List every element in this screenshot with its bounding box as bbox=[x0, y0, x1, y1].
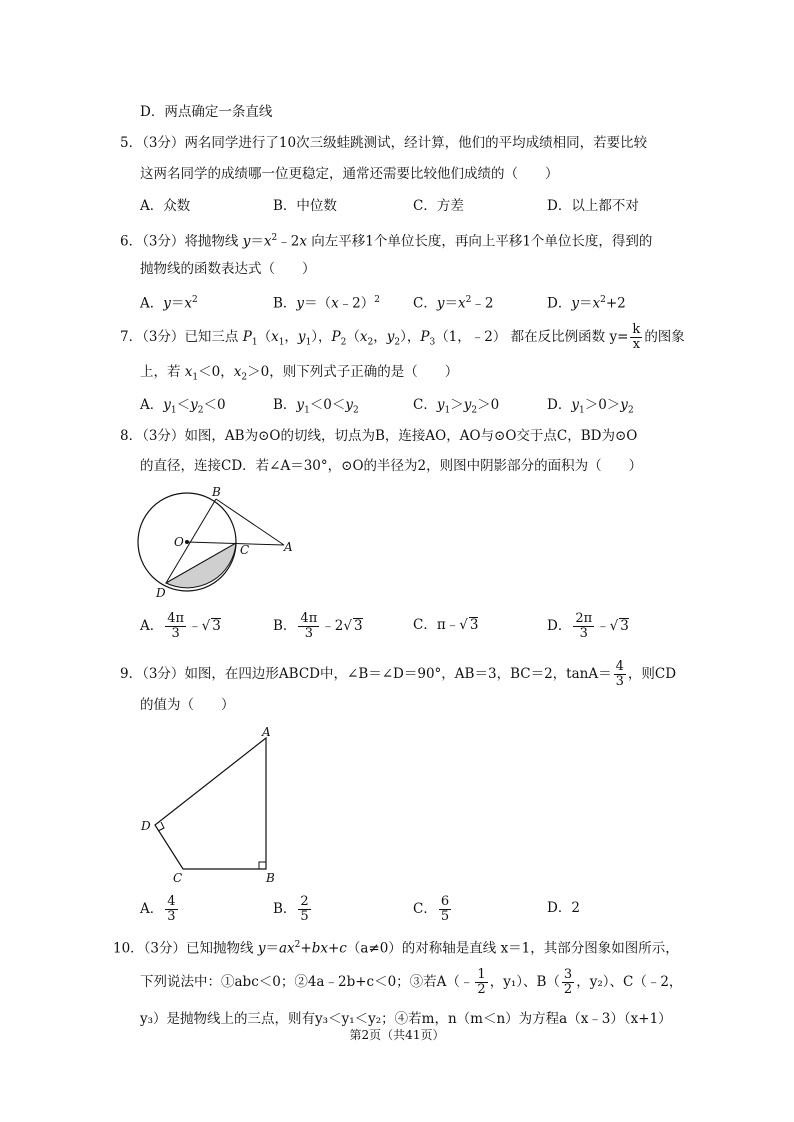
q5-option-a: A．众数 bbox=[140, 198, 191, 214]
q6-option-c: C．$y=x^2﹣2$ bbox=[413, 295, 494, 312]
q4-option-d: D．两点确定一条直线 bbox=[140, 104, 273, 120]
q7-option-c: C．$y_1>y_2>0$ bbox=[413, 397, 500, 416]
q8-label-o: O bbox=[174, 535, 184, 549]
q5-line1: 5．（3分）两名同学进行了10次三级蛙跳测试，经计算，他们的平均成绩相同，若要比较 bbox=[120, 135, 648, 151]
q5-line2: 这两名同学的成绩哪一位更稳定，通常还需要比较他们成绩的（ ） bbox=[140, 166, 559, 182]
q9-label-c: C bbox=[173, 871, 183, 884]
q9-right-angle-d bbox=[158, 822, 164, 831]
q7-fraction: $\frac{k}{x}$ bbox=[632, 322, 641, 352]
q8-option-d: D． $\frac{2\pi}{3}$ ﹣√ 3 bbox=[547, 611, 629, 641]
q9-line1: 9．（3分）如图，在四边形ABCD中，∠B＝∠D＝90°，AB＝3，BC＝2，tanA＝ $\frac{4}{3}$ ，则CD bbox=[120, 659, 677, 689]
q9-label-a: A bbox=[262, 725, 271, 739]
q6-option-b: B．y＝（x﹣2）$^2$ bbox=[273, 295, 381, 312]
q5-option-c: C．方差 bbox=[413, 198, 464, 214]
q8-line2: 的直径，连接CD．若∠A＝30°，⊙O的半径为2，则图中阴影部分的面积为（ ） bbox=[140, 458, 643, 474]
q7-option-d: D．$y_1>0>y_2$ bbox=[547, 397, 634, 416]
q9-right-angle-b bbox=[259, 862, 266, 869]
q5-option-d: D．以上都不对 bbox=[547, 198, 639, 214]
q6-line1: 6．（3分）将抛物线 $y=x^2﹣2x$ 向左平移1个单位长度，再向上平移1个单位长度，得到的 bbox=[120, 233, 653, 250]
q6-line2: 抛物线的函数表达式（ ） bbox=[140, 261, 316, 277]
q8-circle-figure bbox=[130, 484, 300, 604]
q6-option-d: D．$y=x^2+2$ bbox=[547, 295, 626, 312]
q8-label-c: C bbox=[240, 543, 250, 557]
q8-option-b: B． $\frac{4\pi}{3}$ ﹣2√ 3 bbox=[273, 611, 363, 641]
q8-label-d: D bbox=[156, 586, 166, 600]
q9-label-d: D bbox=[141, 819, 151, 833]
q10-line2: 下列说法中：①abc＜0；②4a﹣2b+c＜0；③若A（﹣ $\frac{1}{2}$ ，y₁）、B（ $\frac{3}{2}$ ，y₂）、C（﹣2， bbox=[140, 967, 683, 997]
q9-option-b: B． $\frac{2}{5}$ bbox=[273, 894, 309, 924]
q10-fraction-1: $\frac{1}{2}$ bbox=[477, 967, 486, 997]
q9-quadrilateral-figure bbox=[135, 722, 295, 884]
q7-option-a: A．$y_1<y_2<0$ bbox=[140, 397, 226, 416]
q7-line2: 上，若 $x_1<0$，$x_2>0$，则下列式子正确的是（ ） bbox=[140, 364, 459, 383]
q8-line1: 8．（3分）如图，AB为⊙O的切线，切点为B，连接AO，AO与⊙O交于点C，BD为⊙O bbox=[120, 428, 638, 444]
q10-fraction-2: $\frac{3}{2}$ bbox=[563, 967, 573, 997]
q9-tan-fraction: $\frac{4}{3}$ bbox=[615, 659, 624, 689]
q7-option-b: B．$y_1<0<y_2$ bbox=[273, 397, 359, 416]
q9-line2: 的值为（ ） bbox=[140, 697, 235, 713]
q8-tangent-ab bbox=[216, 499, 284, 545]
q9-label-b: B bbox=[266, 871, 275, 884]
page-footer: 第2页（共41页） bbox=[349, 1028, 445, 1042]
q9-quadrilateral bbox=[155, 738, 266, 869]
q8-option-c: C．π﹣√ 3 bbox=[413, 617, 479, 633]
q9-option-c: C． $\frac{6}{5}$ bbox=[413, 894, 450, 924]
q10-line1: 10．（3分）已知抛物线 $y=ax^2+bx+c(a\ne 0)$的对称轴是直线 x＝1，其部分图象如图所示， bbox=[113, 940, 679, 957]
q5-option-b: B．中位数 bbox=[273, 198, 337, 214]
q10-line3: y₃）是抛物线上的三点，则有y₃＜y₁＜y₂；④若m，n（m＜n）为方程a（x﹣3）（x+1） bbox=[140, 1011, 672, 1027]
q6-option-a: A．$y=x^2$ bbox=[140, 295, 198, 312]
q8-label-a: A bbox=[284, 540, 293, 554]
q9-option-a: A． $\frac{4}{3}$ bbox=[140, 894, 176, 924]
q8-option-a: A． $\frac{4\pi}{3}$ ﹣√ 3 bbox=[140, 611, 221, 641]
q8-label-b: B bbox=[212, 485, 221, 499]
q9-option-d: D．2 bbox=[547, 900, 580, 916]
q7-line1: 7．（3分）已知三点 $P_1(x_1$，$y_1$），$P_2(x_2$，$y_2$），$P_3(1$，﹣2） 都在反比例函数 y= $\frac{k}{x}$ 的图象 bbox=[120, 322, 685, 352]
